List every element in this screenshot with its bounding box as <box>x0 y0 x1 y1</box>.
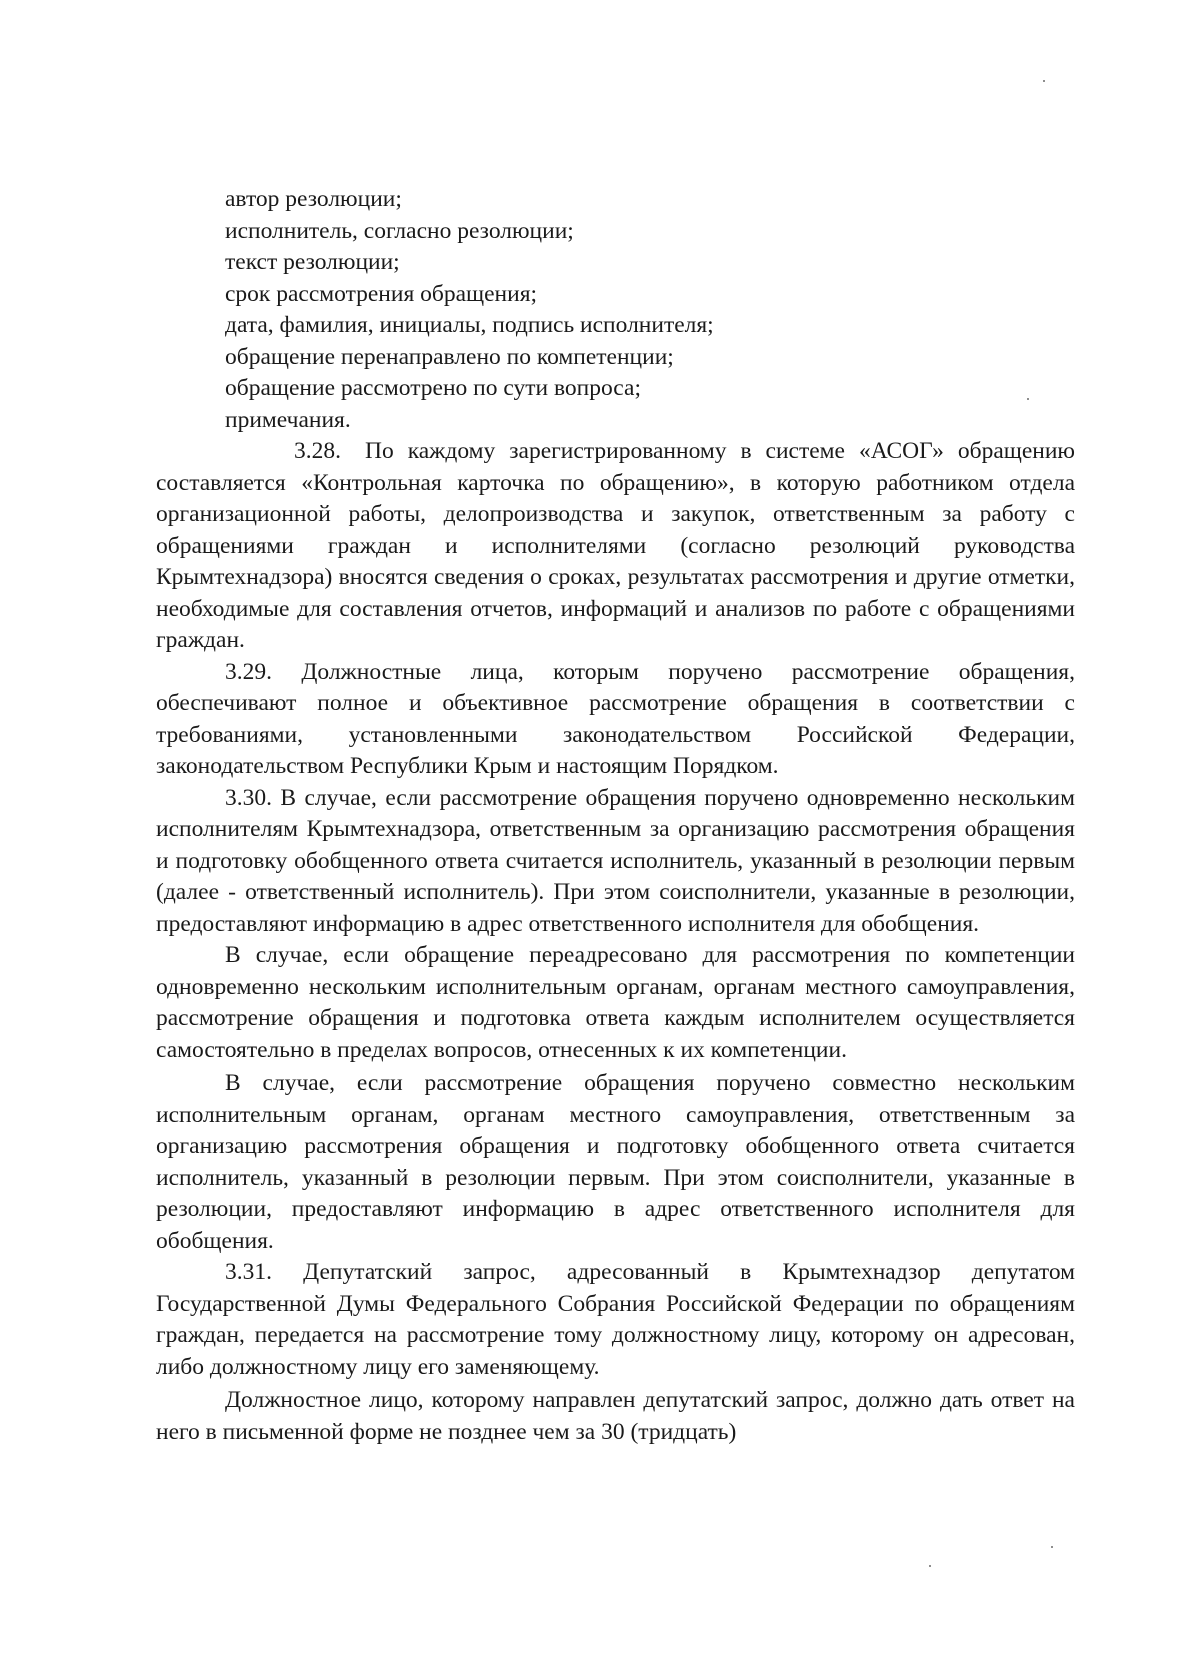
paragraph-3-30-second: В случае, если обращение переадресовано для рассмотрения по компетенции одновременно нескольким исполнительным органам, органам местного самоуправления, рассмотрение обращения и подготовка ответа каждым исполнителем осуществляется самостоятельно в пределах вопросов, отнесенных к их компетенции. <box>156 942 1075 1063</box>
resolution-fields-list <box>156 184 1075 436</box>
list-item: обращение перенаправлено по компетенции; <box>225 343 674 370</box>
paragraph-text: По каждому зарегистрированному в системе «АСОГ» обращению составляется «Контрольная карточка по обращению», в которую работником отдела организационной работы, делопроизводства и закупок, ответственным за работу с обращениями граждан и исполнителями (согласно резолюций руководства Крымтехнадзора) вносятся сведения о сроках, результатах рассмотрения и другие отметки, необходимые для составления отчетов, информаций и анализов по работе с обращениями граждан. <box>156 438 1075 653</box>
list-item: обращение рассмотрено по сути вопроса; <box>225 375 641 401</box>
paragraph-3-28 <box>156 436 1075 657</box>
list-item: текст резолюции; <box>225 249 400 275</box>
list-item: автор резолюции; <box>225 186 402 212</box>
document-body <box>156 184 1075 1448</box>
scan-speck <box>1051 1546 1053 1548</box>
scan-speck <box>1043 80 1045 82</box>
paragraph-3-30: 3.30. В случае, если рассмотрение обращения поручено одновременно нескольким исполнителям Крымтехнадзора, ответственным за организацию рассмотрения обращения и подготовку обобщенного ответа считается исполнитель, указанный в резолюции первым (далее - ответственный исполнитель). При этом соисполнители, указанные в резолюции, предоставляют информацию в адрес ответственного исполнителя для обобщения. <box>156 784 1075 937</box>
list-item: дата, фамилия, инициалы, подпись исполнителя; <box>225 312 714 338</box>
paragraph-number: 3.28. <box>294 438 341 464</box>
paragraph-3-30-third: В случае, если рассмотрение обращения поручено совместно нескольким исполнительным органам, органам местного самоуправления, ответственным за организацию рассмотрения обращения и подготовку обобщенного ответа считается исполнитель, указанный в резолюции первым. При этом соисполнители, указанные в резолюции, предоставляют информацию в адрес ответственного исполнителя для обобщения. <box>156 1070 1075 1254</box>
paragraph-3-31: 3.31. Депутатский запрос, адресованный в Крымтехнадзор депутатом Государственной Думы Федерального Собрания Российской Федерации по обращениям граждан, передается на рассмотрение тому должностному лицу, которому он адресован, либо должностному лицу его заменяющему. <box>156 1259 1075 1380</box>
paragraph-3-31-second: Должностное лицо, которому направлен депутатский запрос, должно дать ответ на него в письменной форме не позднее чем за 30 (тридцать) <box>156 1387 1075 1445</box>
list-item: срок рассмотрения обращения; <box>225 280 538 307</box>
list-item: примечания. <box>225 406 351 433</box>
scan-speck <box>929 1565 931 1567</box>
paragraph-3-29: 3.29. Должностные лица, которым поручено рассмотрение обращения, обеспечивают полное и объективное рассмотрение обращения в соответствии с требованиями, установленными законодательством Российской Федерации, законодательством Республики Крым и настоящим Порядком. <box>156 658 1075 779</box>
list-item: исполнитель, согласно резолюции; <box>225 217 574 244</box>
